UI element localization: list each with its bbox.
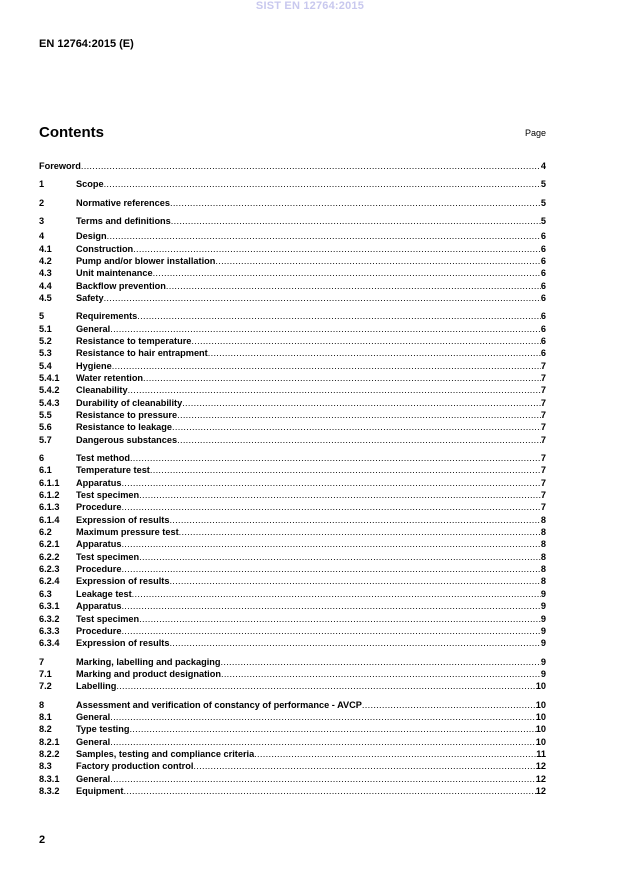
toc-entry-title: Maximum pressure test [76, 527, 179, 538]
dot-leader [221, 668, 541, 680]
toc-entry-title: Test specimen [76, 613, 140, 624]
watermark: SIST EN 12764:2015 [255, 0, 365, 12]
toc-entry-page: 7 [540, 477, 546, 488]
toc-entry-page: 8 [540, 576, 546, 587]
dot-leader [169, 637, 540, 649]
dot-leader [133, 243, 541, 255]
dot-leader [179, 526, 541, 538]
toc-group [39, 656, 546, 693]
toc-entry-number: 6 [39, 453, 45, 464]
dot-leader [193, 760, 535, 772]
toc-entry-page: 7 [540, 422, 546, 433]
toc-entry-title: Dangerous substances [76, 434, 178, 445]
dot-leader [362, 699, 536, 711]
dot-leader [121, 625, 540, 637]
dot-leader [171, 212, 541, 230]
toc-entry[interactable] [39, 384, 546, 396]
toc-entry-page: 10 [535, 711, 546, 722]
toc-entry-title: Samples, testing and compliance criteria [76, 748, 255, 759]
toc-entry-number: 5.7 [39, 434, 52, 445]
toc-entry-title: Expression of results [76, 514, 170, 525]
toc-entry-number: 6.1.3 [39, 502, 60, 513]
toc-entry-number: 6.2.1 [39, 539, 60, 550]
toc-entry-number: 5.4.1 [39, 372, 60, 383]
toc-entry[interactable] [39, 230, 546, 242]
document-id-header: EN 12764:2015 (E) [39, 38, 134, 50]
toc-entry-number: 5.1 [39, 323, 52, 334]
toc-entry[interactable] [39, 699, 546, 711]
dot-leader [137, 310, 541, 322]
toc-entry-page: 7 [540, 360, 546, 371]
dot-leader [182, 397, 541, 409]
toc-entry-number: 5.4.3 [39, 397, 60, 408]
toc-entry-number: 7 [39, 656, 45, 667]
toc-entry[interactable] [39, 310, 546, 322]
toc-entry-number: 5.3 [39, 348, 52, 359]
dot-leader [139, 613, 541, 625]
footer-page-number: 2 [39, 834, 46, 846]
toc-entry[interactable] [39, 335, 546, 347]
dot-leader [121, 563, 540, 575]
toc-entry-number: 6.1.4 [39, 514, 60, 525]
toc-entry-title: General [76, 323, 111, 334]
toc-entry-number: 8.1 [39, 711, 52, 722]
toc-entry-number: 3 [39, 215, 45, 226]
toc-entry[interactable] [39, 489, 546, 501]
toc-entry-title: Expression of results [76, 638, 170, 649]
dot-leader [208, 347, 541, 359]
toc-entry-title: Durability of cleanability [76, 397, 183, 408]
toc-entry-page: 7 [540, 410, 546, 420]
toc-entry-title: Requirements [76, 311, 138, 322]
toc-entry-title: Resistance to leakage [76, 422, 173, 433]
dot-leader [220, 656, 540, 668]
toc-entry[interactable] [39, 372, 546, 384]
toc-entry-page: 9 [540, 656, 546, 667]
dot-leader [121, 477, 540, 489]
toc-entry-page: 6 [540, 255, 546, 266]
dot-leader [107, 230, 541, 242]
toc-entry[interactable] [39, 748, 546, 760]
toc-entry-page: 5 [540, 179, 546, 190]
toc-entry-number: 6.2.2 [39, 551, 60, 562]
toc-entry-page: 9 [540, 638, 546, 649]
toc-entry-page: 9 [540, 601, 546, 612]
toc-entry[interactable] [39, 773, 546, 785]
toc-group [39, 310, 546, 446]
dot-leader [254, 748, 536, 760]
toc-entry-page: 9 [540, 668, 546, 679]
dot-leader [166, 280, 541, 292]
toc-entry-number: 6.1.2 [39, 490, 60, 501]
toc-entry-title: Type testing [76, 724, 130, 735]
toc-entry-title: Apparatus [76, 539, 122, 550]
page-column-label: Page [524, 128, 546, 138]
toc-entry-number: 4.1 [39, 243, 52, 254]
toc-entry-title: Pump and/or blower installation [76, 255, 216, 266]
dot-leader [191, 335, 540, 347]
dot-leader [110, 711, 536, 723]
toc-entry-title: Labelling [76, 681, 117, 692]
toc-entry-number: 6.2.3 [39, 564, 60, 575]
toc-entry-number: 6.2 [39, 527, 52, 538]
toc-entry-page: 6 [540, 243, 546, 254]
toc-entry[interactable] [39, 255, 546, 267]
dot-leader [121, 538, 540, 550]
toc-entry-title: Foreword [39, 161, 81, 171]
toc-group [39, 699, 546, 798]
toc-entry-title: Construction [76, 243, 134, 254]
toc-entry-number: 6.1 [39, 465, 52, 476]
toc-entry-number: 8.2.1 [39, 736, 60, 747]
toc-group [39, 230, 546, 304]
toc-entry-title: Unit maintenance [76, 268, 153, 279]
dot-leader [153, 267, 541, 279]
dot-leader [104, 292, 541, 304]
toc-entry-page: 10 [535, 724, 546, 735]
toc-entry-number: 2 [39, 197, 45, 208]
toc-entry-number: 6.3.2 [39, 613, 60, 624]
toc-entry-page: 9 [540, 613, 546, 624]
toc-entry-number: 8.2.2 [39, 748, 60, 759]
toc-entry[interactable] [39, 563, 546, 575]
toc-entry[interactable] [39, 194, 546, 212]
toc-entry-page: 7 [540, 372, 546, 383]
toc-entry-page: 9 [540, 625, 546, 636]
toc-entry-page: 5 [540, 197, 546, 208]
toc-entry-page: 7 [540, 490, 546, 501]
toc-entry-title: Marking, labelling and packaging [76, 656, 221, 667]
toc-entry-number: 7.2 [39, 681, 52, 692]
toc-group [39, 452, 546, 650]
dot-leader [139, 551, 541, 563]
toc-entry[interactable] [39, 575, 546, 587]
toc-entry[interactable] [39, 736, 546, 748]
toc-entry-title: General [76, 736, 111, 747]
toc-entry[interactable] [39, 656, 546, 668]
toc-entry-page: 6 [540, 231, 546, 242]
toc-entry-number: 1 [39, 179, 45, 190]
toc-entry-number: 4.4 [39, 280, 52, 291]
toc-entry-page: 8 [540, 514, 546, 525]
toc-entry[interactable] [39, 785, 546, 797]
dot-leader [121, 600, 540, 612]
toc-entry[interactable] [39, 360, 546, 372]
dot-leader [170, 194, 541, 212]
toc-entry-title: Test specimen [76, 490, 140, 501]
toc-entry[interactable] [39, 477, 546, 489]
toc-entry-title: Temperature test [76, 465, 150, 476]
toc-entry-number: 6.2.4 [39, 576, 60, 587]
toc-entry-title: Factory production control [76, 761, 194, 772]
toc-entry-page: 7 [540, 465, 546, 476]
toc-entry[interactable] [39, 267, 546, 279]
toc-entry-title: Normative references [76, 197, 170, 208]
toc-entry-number: 4.3 [39, 268, 52, 279]
dot-leader [139, 489, 541, 501]
toc-entry-page: 10 [535, 736, 546, 747]
toc-entry-page: 12 [535, 761, 546, 772]
dot-leader [81, 157, 541, 175]
toc-entry-title: Procedure [76, 502, 122, 513]
toc-entry-number: 5 [39, 311, 45, 322]
toc-entry[interactable] [39, 501, 546, 513]
dot-leader [112, 360, 541, 372]
toc-entry-page: 6 [540, 280, 546, 291]
toc-entry-title: General [76, 773, 111, 784]
dot-leader [123, 785, 535, 797]
toc-entry-title: Resistance to hair entrapment [76, 348, 208, 359]
toc-entry-page: 7 [540, 397, 546, 408]
toc-entry[interactable] [39, 157, 546, 175]
toc-entry[interactable] [39, 464, 546, 476]
toc-entry-title: Test specimen [76, 551, 140, 562]
toc-entry-title: Hygiene [76, 360, 112, 371]
dot-leader [169, 575, 540, 587]
toc-entry-page: 5 [540, 215, 546, 226]
toc-entry-page: 8 [540, 564, 546, 575]
dot-leader [172, 421, 541, 433]
toc-entry-title: Scope [76, 179, 104, 190]
toc-entry-number: 8.3.2 [39, 785, 60, 796]
toc-entry[interactable] [39, 434, 546, 446]
toc-entry[interactable] [39, 551, 546, 563]
toc-entry-title: Procedure [76, 564, 122, 575]
toc-group [39, 157, 546, 230]
toc-entry-page: 11 [536, 748, 546, 759]
dot-leader [215, 255, 541, 267]
toc-entry-title: Terms and definitions [76, 215, 171, 226]
dot-leader [150, 464, 541, 476]
toc-entry-number: 8.3 [39, 761, 52, 772]
toc-entry-title: Equipment [76, 785, 124, 796]
toc-entry-title: Procedure [76, 625, 122, 636]
toc-entry[interactable] [39, 680, 546, 692]
toc-entry[interactable] [39, 347, 546, 359]
toc-entry[interactable] [39, 452, 546, 464]
toc-entry-page: 9 [540, 588, 546, 599]
toc-entry-page: 12 [535, 785, 546, 796]
toc-entry-number: 5.5 [39, 410, 52, 420]
toc-entry-page: 7 [540, 453, 546, 464]
toc-entry-page: 10 [535, 699, 546, 710]
toc-entry-title: Leakage test [76, 588, 132, 599]
dot-leader [132, 588, 541, 600]
dot-leader [110, 736, 536, 748]
toc-entry-page: 6 [540, 348, 546, 359]
toc-entry-title: Cleanability [76, 385, 128, 396]
toc-entry[interactable] [39, 600, 546, 612]
toc-entry-page: 6 [540, 335, 546, 346]
toc-entry-page: 8 [540, 551, 546, 562]
dot-leader [116, 680, 535, 692]
toc-entry-title: Design [76, 231, 107, 242]
toc-entry-number: 4.2 [39, 255, 52, 266]
toc-entry[interactable] [39, 292, 546, 304]
toc-entry-title: Apparatus [76, 601, 122, 612]
toc-entry[interactable] [39, 625, 546, 637]
toc-entry-number: 6.3.1 [39, 601, 60, 612]
toc-entry-page: 12 [535, 773, 546, 784]
dot-leader [121, 501, 540, 513]
dot-leader [110, 773, 536, 785]
toc-entry[interactable] [39, 397, 546, 409]
toc-entry[interactable] [39, 668, 546, 680]
toc-entry[interactable] [39, 613, 546, 625]
toc-entry-title: Resistance to temperature [76, 335, 192, 346]
toc-entry-title: Backflow prevention [76, 280, 166, 291]
toc-entry-page: 6 [540, 268, 546, 279]
toc-entry[interactable] [39, 280, 546, 292]
toc-entry-title: Assessment and verification of constancy of performance - AVCP [76, 699, 362, 710]
toc-entry-title: Apparatus [76, 477, 122, 488]
toc-entry-number: 6.3.4 [39, 638, 60, 649]
toc-entry[interactable] [39, 175, 546, 193]
toc-entry-number: 5.4 [39, 360, 52, 371]
toc-entry-title: Safety [76, 292, 104, 303]
table-of-contents [39, 157, 546, 803]
toc-entry[interactable] [39, 243, 546, 255]
toc-entry-page: 8 [540, 527, 546, 538]
toc-entry-page: 6 [540, 323, 546, 334]
dot-leader [104, 175, 541, 193]
toc-entry-title: Expression of results [76, 576, 170, 587]
toc-entry-page: 7 [540, 502, 546, 513]
dot-leader [169, 514, 540, 526]
toc-entry[interactable] [39, 588, 546, 600]
toc-entry-number: 4 [39, 231, 45, 242]
toc-entry[interactable] [39, 421, 546, 433]
toc-entry-page: 7 [540, 434, 546, 445]
toc-entry-title: Test method [76, 453, 130, 464]
toc-entry-number: 5.2 [39, 335, 52, 346]
toc-entry-number: 8 [39, 699, 45, 710]
toc-entry-page: 4 [540, 161, 546, 171]
toc-entry[interactable] [39, 538, 546, 550]
dot-leader [128, 384, 541, 396]
toc-entry[interactable] [39, 212, 546, 230]
toc-entry-title: Resistance to pressure [76, 410, 178, 420]
toc-entry-number: 7.1 [39, 668, 52, 679]
dot-leader [130, 452, 541, 464]
dot-leader [177, 434, 541, 446]
toc-entry[interactable] [39, 760, 546, 772]
toc-entry-number: 4.5 [39, 292, 52, 303]
toc-entry-number: 8.2 [39, 724, 52, 735]
toc-entry-number: 5.6 [39, 422, 52, 433]
toc-entry[interactable] [39, 526, 546, 538]
dot-leader [129, 723, 535, 735]
toc-entry-page: 8 [540, 539, 546, 550]
toc-entry[interactable] [39, 723, 546, 735]
toc-entry-number: 6.3 [39, 588, 52, 599]
dot-leader [177, 409, 541, 421]
toc-entry-page: 6 [540, 311, 546, 322]
toc-entry-number: 6.3.3 [39, 625, 60, 636]
toc-entry[interactable] [39, 637, 546, 649]
toc-entry-page: 7 [540, 385, 546, 396]
toc-entry-number: 8.3.1 [39, 773, 60, 784]
dot-leader [143, 372, 541, 384]
toc-entry[interactable] [39, 514, 546, 526]
toc-entry[interactable] [39, 323, 546, 335]
contents-heading: Contents [39, 124, 104, 141]
toc-entry-number: 5.4.2 [39, 385, 60, 396]
dot-leader [110, 323, 541, 335]
toc-entry-title: Marking and product designation [76, 668, 221, 679]
toc-entry-title: Water retention [76, 372, 144, 383]
toc-entry-page: 10 [535, 681, 546, 692]
toc-entry[interactable] [39, 409, 546, 421]
toc-entry-title: General [76, 711, 111, 722]
toc-entry-number: 6.1.1 [39, 477, 60, 488]
toc-entry[interactable] [39, 711, 546, 723]
toc-entry-page: 6 [540, 292, 546, 303]
